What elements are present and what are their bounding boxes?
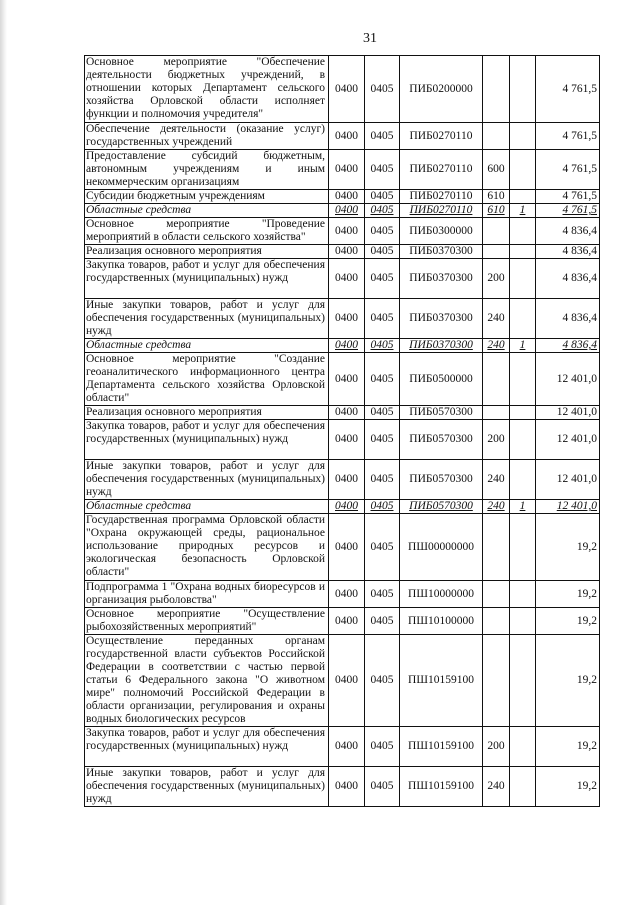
row-expense-type-code (483, 353, 510, 406)
row-funding-source (510, 150, 536, 190)
row-section-code: 0400 (329, 218, 365, 245)
table-row (85, 339, 600, 353)
row-funding-source (510, 56, 536, 123)
row-amount: 19,2 (536, 608, 600, 635)
row-subsection-code: 0405 (365, 150, 400, 190)
table-row (85, 56, 600, 123)
row-name: Обеспечение деятельности (оказание услуг) государственных учреждений (85, 123, 329, 150)
row-subsection-code: 0405 (365, 420, 400, 460)
row-expense-type-code (483, 123, 510, 150)
row-name: Подпрограмма 1 "Охрана водных биоресурсов и организация рыболовства" (85, 581, 329, 608)
row-name: Иные закупки товаров, работ и услуг для обеспечения государственных (муниципальных) нужд (85, 299, 329, 339)
row-section-code: 0400 (329, 635, 365, 727)
table-row (85, 299, 600, 339)
row-expense-type-code: 240 (483, 339, 510, 353)
row-name: Иные закупки товаров, работ и услуг для обеспечения государственных (муниципальных) нужд (85, 460, 329, 500)
row-amount: 4 836,4 (536, 245, 600, 259)
row-name: Предоставление субсидий бюджетным, автономным учреждениям и иным некоммерческим организациям (85, 150, 329, 190)
row-funding-source (510, 190, 536, 204)
row-amount: 19,2 (536, 635, 600, 727)
table-row (85, 150, 600, 190)
row-target-article-code: ПШ10159100 (400, 767, 483, 807)
row-amount: 4 761,5 (536, 204, 600, 218)
row-section-code: 0400 (329, 420, 365, 460)
row-section-code: 0400 (329, 123, 365, 150)
row-amount: 4 836,4 (536, 299, 600, 339)
row-expense-type-code: 200 (483, 727, 510, 767)
row-expense-type-code (483, 581, 510, 608)
row-target-article-code: ПИБ0570300 (400, 460, 483, 500)
row-target-article-code: ПШ00000000 (400, 514, 483, 581)
row-funding-source: 1 (510, 339, 536, 353)
row-amount: 19,2 (536, 727, 600, 767)
table-row (85, 460, 600, 500)
row-subsection-code: 0405 (365, 299, 400, 339)
budget-table-body (85, 56, 600, 807)
row-amount: 12 401,0 (536, 500, 600, 514)
row-expense-type-code (483, 406, 510, 420)
row-target-article-code: ПИБ0570300 (400, 500, 483, 514)
row-name: Областные средства (85, 500, 329, 514)
row-target-article-code: ПШ10000000 (400, 581, 483, 608)
row-funding-source (510, 218, 536, 245)
row-funding-source (510, 420, 536, 460)
row-subsection-code: 0405 (365, 460, 400, 500)
table-row (85, 406, 600, 420)
row-funding-source (510, 123, 536, 150)
row-subsection-code: 0405 (365, 245, 400, 259)
row-expense-type-code (483, 514, 510, 581)
row-name: Реализация основного мероприятия (85, 406, 329, 420)
table-row (85, 218, 600, 245)
row-target-article-code: ПИБ0270110 (400, 123, 483, 150)
table-row (85, 500, 600, 514)
row-expense-type-code: 240 (483, 460, 510, 500)
row-funding-source: 1 (510, 204, 536, 218)
row-target-article-code: ПИБ0570300 (400, 420, 483, 460)
row-section-code: 0400 (329, 259, 365, 299)
row-subsection-code: 0405 (365, 218, 400, 245)
row-section-code: 0400 (329, 767, 365, 807)
row-expense-type-code: 610 (483, 204, 510, 218)
row-subsection-code: 0405 (365, 56, 400, 123)
table-row (85, 635, 600, 727)
row-target-article-code: ПШ10159100 (400, 727, 483, 767)
row-name: Субсидии бюджетным учреждениям (85, 190, 329, 204)
row-amount: 12 401,0 (536, 353, 600, 406)
row-amount: 4 761,5 (536, 56, 600, 123)
table-row (85, 259, 600, 299)
row-section-code: 0400 (329, 190, 365, 204)
table-row (85, 190, 600, 204)
row-name: Областные средства (85, 204, 329, 218)
row-funding-source (510, 245, 536, 259)
row-expense-type-code (483, 245, 510, 259)
row-subsection-code: 0405 (365, 190, 400, 204)
row-section-code: 0400 (329, 500, 365, 514)
row-amount: 4 761,5 (536, 150, 600, 190)
row-name: Основное мероприятие "Обеспечение деятельности бюджетных учреждений, в отношении которых Департамент сельского хозяйства Орловской области исполняет функции и полномочия учредителя" (85, 56, 329, 123)
table-row (85, 727, 600, 767)
row-funding-source (510, 635, 536, 727)
row-amount: 4 836,4 (536, 259, 600, 299)
row-section-code: 0400 (329, 727, 365, 767)
row-subsection-code: 0405 (365, 353, 400, 406)
row-section-code: 0400 (329, 514, 365, 581)
row-section-code: 0400 (329, 245, 365, 259)
row-subsection-code: 0405 (365, 500, 400, 514)
row-name: Областные средства (85, 339, 329, 353)
row-target-article-code: ПИБ0270110 (400, 190, 483, 204)
row-subsection-code: 0405 (365, 581, 400, 608)
table-row (85, 514, 600, 581)
row-subsection-code: 0405 (365, 123, 400, 150)
page-number: 31 (363, 31, 377, 46)
table-row (85, 353, 600, 406)
row-amount: 12 401,0 (536, 460, 600, 500)
row-amount: 19,2 (536, 581, 600, 608)
row-name: Осуществление переданных органам государственной власти субъектов Российской Федерации в соответствии с частью первой статьи 6 Федерального закона "О животном мире" полномочий Российской Федерации в области организации, регулирования и охраны водных биологических ресурсов (85, 635, 329, 727)
row-funding-source (510, 727, 536, 767)
row-target-article-code: ПИБ0370300 (400, 259, 483, 299)
row-target-article-code: ПИБ0300000 (400, 218, 483, 245)
row-subsection-code: 0405 (365, 514, 400, 581)
row-funding-source (510, 299, 536, 339)
row-name: Реализация основного мероприятия (85, 245, 329, 259)
row-name: Основное мероприятие "Осуществление рыбохозяйственных мероприятий" (85, 608, 329, 635)
row-amount: 4 761,5 (536, 123, 600, 150)
row-funding-source (510, 460, 536, 500)
table-row (85, 767, 600, 807)
budget-table (84, 55, 600, 807)
table-row (85, 123, 600, 150)
row-name: Закупка товаров, работ и услуг для обеспечения государственных (муниципальных) нужд (85, 259, 329, 299)
row-funding-source: 1 (510, 500, 536, 514)
row-section-code: 0400 (329, 608, 365, 635)
row-amount: 12 401,0 (536, 420, 600, 460)
row-subsection-code: 0405 (365, 339, 400, 353)
row-subsection-code: 0405 (365, 259, 400, 299)
row-name: Закупка товаров, работ и услуг для обеспечения государственных (муниципальных) нужд (85, 420, 329, 460)
row-expense-type-code (483, 608, 510, 635)
row-section-code: 0400 (329, 581, 365, 608)
row-subsection-code: 0405 (365, 767, 400, 807)
row-target-article-code: ПИБ0370300 (400, 245, 483, 259)
row-section-code: 0400 (329, 204, 365, 218)
table-row (85, 420, 600, 460)
row-target-article-code: ПИБ0270110 (400, 204, 483, 218)
row-subsection-code: 0405 (365, 727, 400, 767)
table-row (85, 245, 600, 259)
row-funding-source (510, 259, 536, 299)
row-section-code: 0400 (329, 460, 365, 500)
row-expense-type-code: 610 (483, 190, 510, 204)
row-name: Государственная программа Орловской области "Охрана окружающей среды, рациональное использование природных ресурсов и экологическая безопасность Орловской области" (85, 514, 329, 581)
row-amount: 4 836,4 (536, 339, 600, 353)
row-expense-type-code: 240 (483, 500, 510, 514)
row-amount: 4 836,4 (536, 218, 600, 245)
row-section-code: 0400 (329, 299, 365, 339)
table-row (85, 204, 600, 218)
row-section-code: 0400 (329, 56, 365, 123)
row-subsection-code: 0405 (365, 204, 400, 218)
row-name: Закупка товаров, работ и услуг для обеспечения государственных (муниципальных) нужд (85, 727, 329, 767)
row-subsection-code: 0405 (365, 406, 400, 420)
row-name: Основное мероприятие "Проведение мероприятий в области сельского хозяйства" (85, 218, 329, 245)
row-expense-type-code: 240 (483, 767, 510, 807)
row-expense-type-code: 600 (483, 150, 510, 190)
row-amount: 19,2 (536, 767, 600, 807)
row-expense-type-code: 240 (483, 299, 510, 339)
row-name: Иные закупки товаров, работ и услуг для обеспечения государственных (муниципальных) нужд (85, 767, 329, 807)
row-amount: 19,2 (536, 514, 600, 581)
row-funding-source (510, 608, 536, 635)
row-expense-type-code (483, 635, 510, 727)
table-row (85, 608, 600, 635)
row-section-code: 0400 (329, 353, 365, 406)
row-target-article-code: ПШ10159100 (400, 635, 483, 727)
row-funding-source (510, 406, 536, 420)
row-name: Основное мероприятие "Создание геоаналитического информационного центра Департамента сельского хозяйства Орловской области" (85, 353, 329, 406)
row-target-article-code: ПИБ0270110 (400, 150, 483, 190)
row-target-article-code: ПИБ0200000 (400, 56, 483, 123)
row-funding-source (510, 514, 536, 581)
scan-edge-shadow (0, 0, 7, 905)
row-section-code: 0400 (329, 150, 365, 190)
row-target-article-code: ПИБ0370300 (400, 339, 483, 353)
row-funding-source (510, 767, 536, 807)
row-funding-source (510, 353, 536, 406)
row-target-article-code: ПШ10100000 (400, 608, 483, 635)
row-expense-type-code (483, 56, 510, 123)
row-amount: 4 761,5 (536, 190, 600, 204)
row-target-article-code: ПИБ0370300 (400, 299, 483, 339)
table-row (85, 581, 600, 608)
row-subsection-code: 0405 (365, 608, 400, 635)
row-expense-type-code: 200 (483, 259, 510, 299)
row-amount: 12 401,0 (536, 406, 600, 420)
row-section-code: 0400 (329, 406, 365, 420)
row-expense-type-code (483, 218, 510, 245)
row-section-code: 0400 (329, 339, 365, 353)
row-expense-type-code: 200 (483, 420, 510, 460)
row-funding-source (510, 581, 536, 608)
row-subsection-code: 0405 (365, 635, 400, 727)
row-target-article-code: ПИБ0570300 (400, 406, 483, 420)
row-target-article-code: ПИБ0500000 (400, 353, 483, 406)
